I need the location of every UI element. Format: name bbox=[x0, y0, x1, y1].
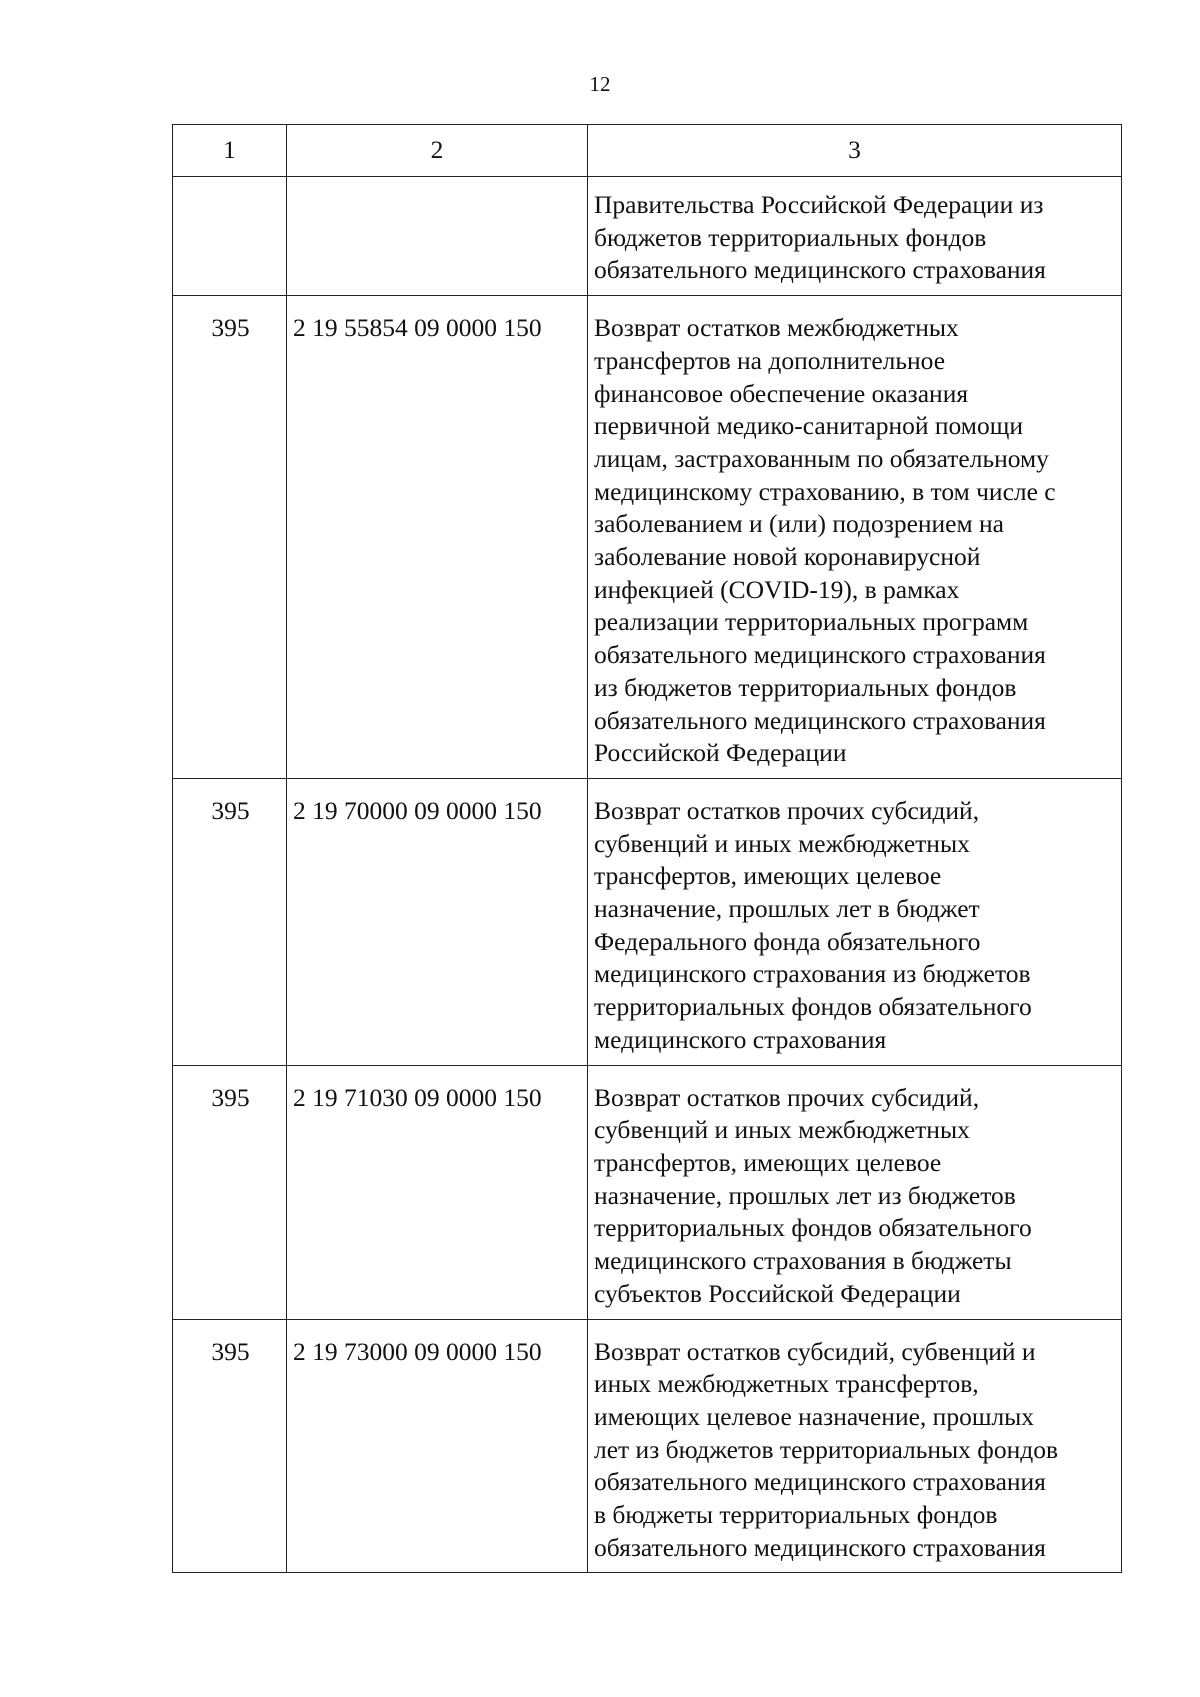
table-row bbox=[173, 778, 1122, 1065]
page-number: 12 bbox=[589, 72, 611, 96]
column-header-2: 2 bbox=[287, 125, 588, 177]
row-budget-code: 2 19 70000 09 0000 150 bbox=[287, 778, 588, 1065]
row-admin-code: 395 bbox=[173, 1319, 287, 1573]
table-header-row bbox=[173, 125, 1122, 177]
table-row bbox=[173, 177, 1122, 296]
row-admin-code: 395 bbox=[173, 1065, 287, 1319]
row-budget-code bbox=[287, 177, 588, 296]
row-admin-code bbox=[173, 177, 287, 296]
row-admin-code: 395 bbox=[173, 296, 287, 779]
row-admin-code: 395 bbox=[173, 778, 287, 1065]
budget-code-table bbox=[172, 124, 1122, 1573]
row-description: Правительства Российской Федерации из бюджетов территориальных фондов обязательного медицинского страхования bbox=[588, 177, 1122, 296]
table-row bbox=[173, 1319, 1122, 1573]
column-header-3: 3 bbox=[588, 125, 1122, 177]
row-budget-code: 2 19 71030 09 0000 150 bbox=[287, 1065, 588, 1319]
column-header-1: 1 bbox=[173, 125, 287, 177]
row-description: Возврат остатков прочих субсидий, субвенций и иных межбюджетных трансфертов, имеющих целевое назначение, прошлых лет в бюджет Федерального фонда обязательного медицинского страхования из бюджетов территориальных фондов обязательного медицинского страхования bbox=[588, 778, 1122, 1065]
row-description: Возврат остатков межбюджетных трансфертов на дополнительное финансовое обеспечение оказания первичной медико-санитарной помощи лицам, застрахованным по обязательному медицинскому страхованию, в том числе с заболеванием и (или) подозрением на заболевание новой коронавирусной инфекцией (COVID-19), в рамках реализации территориальных программ обязательного медицинского страхования из бюджетов территориальных фондов обязательного медицинского страхования Российской Федерации bbox=[588, 296, 1122, 779]
row-description: Возврат остатков прочих субсидий, субвенций и иных межбюджетных трансфертов, имеющих целевое назначение, прошлых лет из бюджетов территориальных фондов обязательного медицинского страхования в бюджеты субъектов Российской Федерации bbox=[588, 1065, 1122, 1319]
table-row bbox=[173, 1065, 1122, 1319]
row-budget-code: 2 19 73000 09 0000 150 bbox=[287, 1319, 588, 1573]
row-description: Возврат остатков субсидий, субвенций и иных межбюджетных трансфертов, имеющих целевое назначение, прошлых лет из бюджетов территориальных фондов обязательного медицинского страхования в бюджеты территориальных фондов обязательного медицинского страхования bbox=[588, 1319, 1122, 1573]
row-budget-code: 2 19 55854 09 0000 150 bbox=[287, 296, 588, 779]
table-row bbox=[173, 296, 1122, 779]
